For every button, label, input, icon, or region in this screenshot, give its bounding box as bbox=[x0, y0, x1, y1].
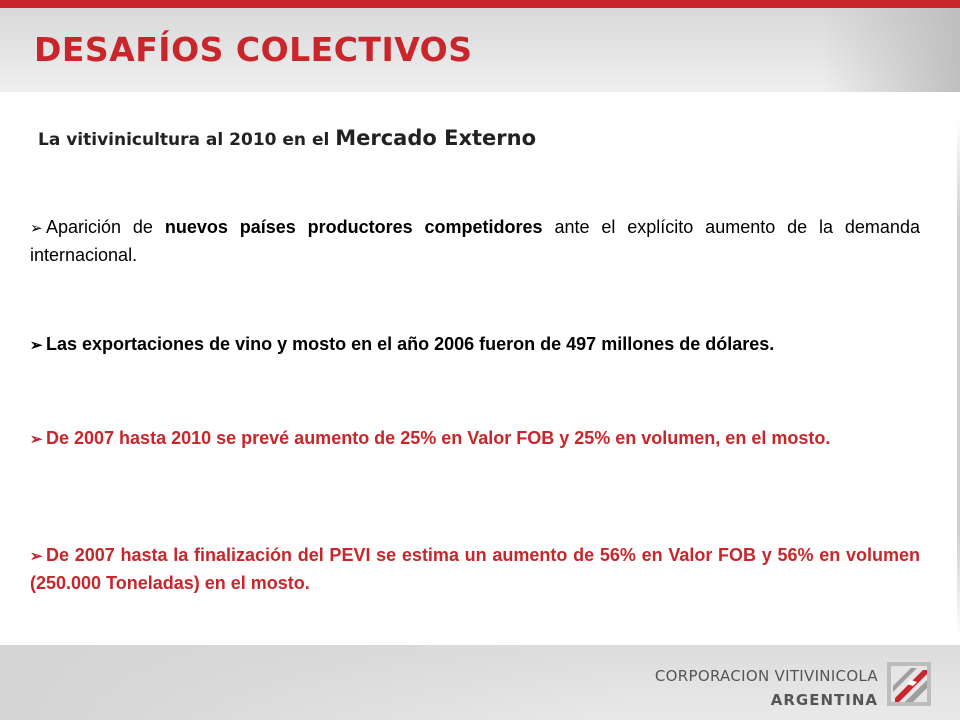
bullet-forecast-2010: ➢ De 2007 hasta 2010 se prevé aumento de 25% en Valor FOB y 25% en volumen, en el mosto. bbox=[30, 425, 920, 453]
logo-line-1: CORPORACION VITIVINICOLA bbox=[654, 667, 878, 685]
slide-subtitle: La vitivinicultura al 2010 en el Mercado Externo bbox=[38, 126, 537, 150]
arrow-bullet-icon: ➢ bbox=[30, 220, 43, 237]
slide-title: DESAFÍOS COLECTIVOS bbox=[34, 30, 473, 69]
logo-line-2: ARGENTINA bbox=[770, 691, 878, 709]
arrow-bullet-icon: ➢ bbox=[30, 548, 43, 565]
footer-logo-text bbox=[655, 667, 878, 709]
bullet-forecast-pevi: ➢ De 2007 hasta la finalización del PEVI se estima un aumento de 56% en Valor FOB y 56% en volumen (250.000 Toneladas) en el mosto. bbox=[30, 545, 920, 593]
top-accent-line bbox=[0, 0, 960, 8]
bullet-new-competitors: ➢ Aparición de nuevos países productores competidores ante el explícito aumento de la demanda internacional. bbox=[30, 217, 920, 265]
bullet-exports-2006: ➢ Las exportaciones de vino y mosto en el año 2006 fueron de 497 millones de dólares. bbox=[30, 331, 920, 359]
corporacion-vitivinicola-logo-icon bbox=[885, 660, 933, 708]
arrow-bullet-icon: ➢ bbox=[30, 337, 43, 354]
arrow-bullet-icon: ➢ bbox=[30, 431, 43, 448]
